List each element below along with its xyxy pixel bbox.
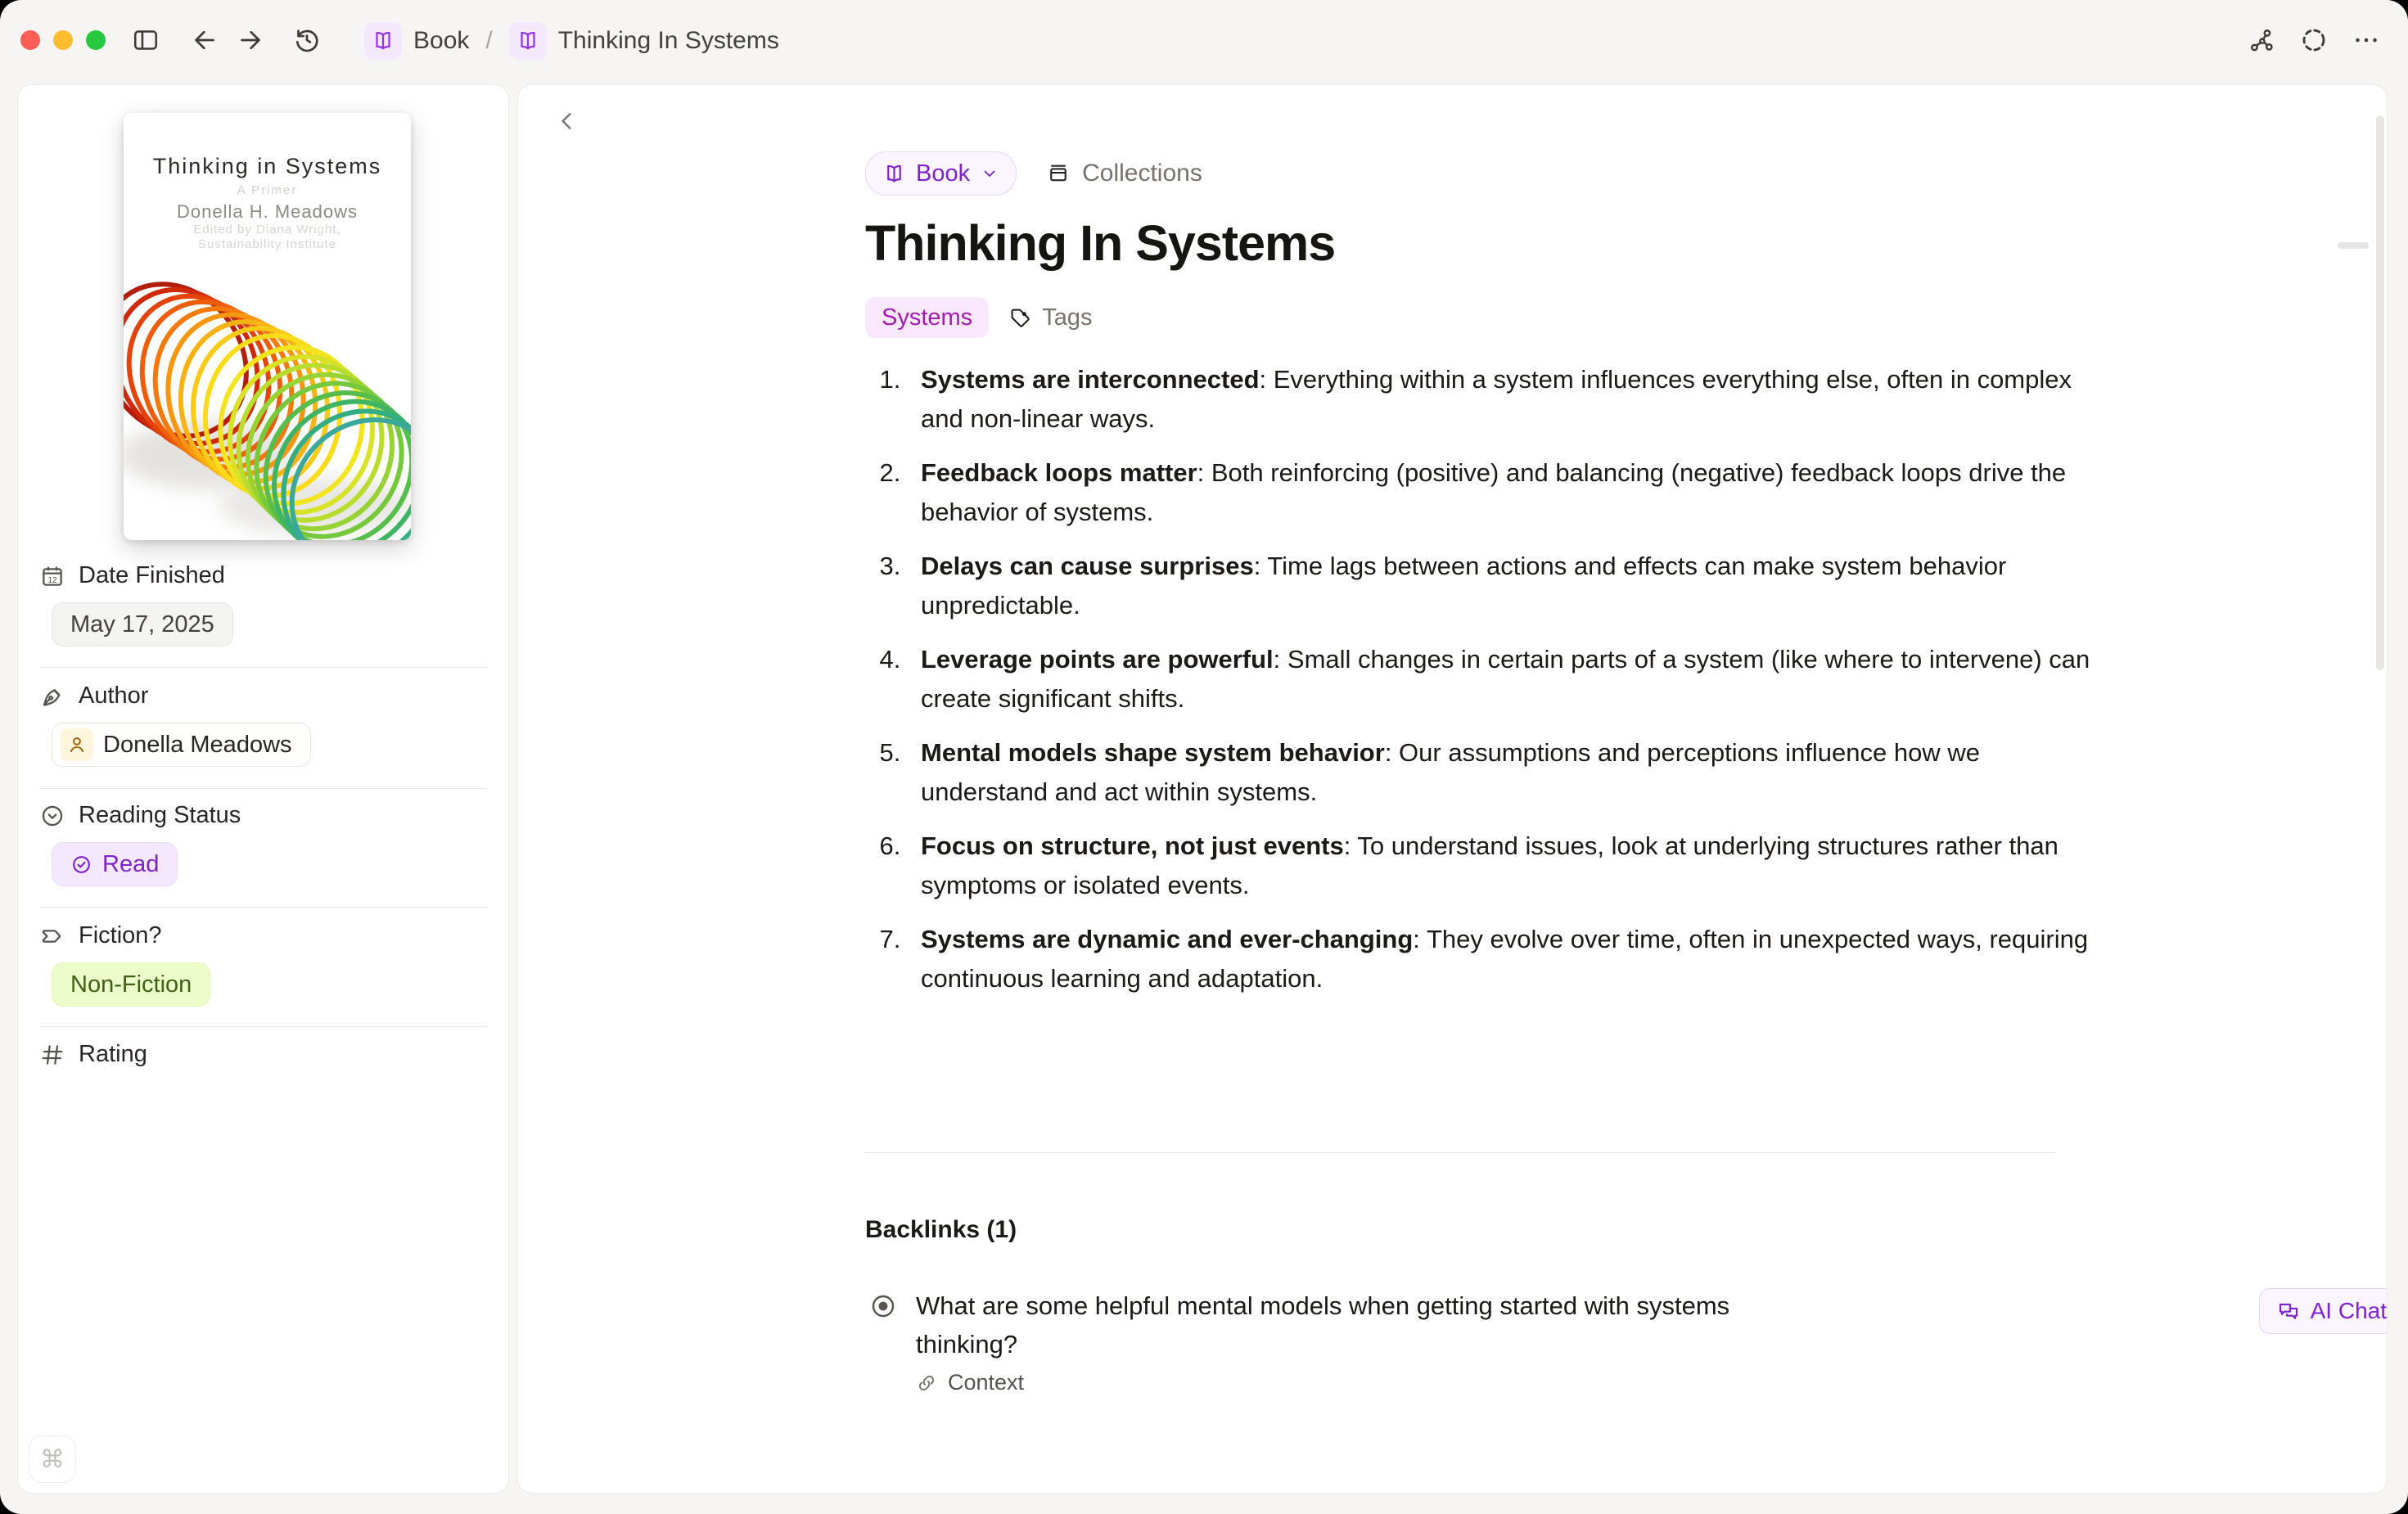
context-link[interactable]: Context (916, 1370, 1024, 1395)
main-panel (517, 84, 2388, 1494)
list-item: 7. Systems are dynamic and ever-changing: They evolve over time, often in unexpected ways, requiring continuous learning and adaptation. (908, 920, 2103, 998)
calendar-icon (39, 563, 65, 589)
breadcrumb-separator: / (485, 27, 493, 54)
person-icon (61, 728, 93, 761)
collections-icon (1046, 161, 1071, 186)
hash-icon (39, 1042, 65, 1068)
more-icon[interactable] (2349, 23, 2383, 57)
minimize-button[interactable] (53, 30, 73, 50)
titlebar (0, 0, 2408, 82)
field-label-date-finished: 12 Date Finished (39, 562, 225, 589)
panel-resize-handle[interactable] (2338, 242, 2369, 249)
field-label-rating: Rating (39, 1041, 147, 1068)
page-title[interactable]: Thinking In Systems (865, 215, 1336, 271)
divider (39, 907, 487, 908)
list-item: 3. Delays can cause surprises: Time lags between actions and effects can make system behavior unpredictable. (908, 547, 2103, 625)
breadcrumb (364, 20, 779, 62)
divider (39, 667, 487, 668)
divider (39, 1026, 487, 1027)
breadcrumb-label: Thinking In Systems (557, 27, 779, 54)
list-item: 1. Systems are interconnected: Everything within a system influences everything else, often in complex and non-linear ways. (908, 360, 2103, 439)
chevron-down-icon (980, 164, 999, 183)
check-circle-icon (70, 854, 92, 876)
sidebar-panel (17, 84, 509, 1494)
chevron-left-icon[interactable] (549, 103, 585, 139)
backlinks-header: Backlinks (1) (865, 1216, 1017, 1243)
cover-title: Thinking in Systems (152, 154, 382, 178)
backlink-item (865, 1286, 2388, 1363)
list-item: 2. Feedback loops matter: Both reinforcing (positive) and balancing (negative) feedback loops drive the behavior of systems. (908, 453, 2103, 532)
svg-text:12: 12 (47, 575, 57, 585)
status-circle-icon (39, 803, 65, 829)
type-pill-book[interactable]: Book (865, 151, 1017, 196)
field-label-author: Author (39, 683, 148, 710)
dashed-circle-icon[interactable] (2297, 23, 2331, 57)
field-label-reading-status: Reading Status (39, 802, 241, 829)
add-tags-button[interactable]: Tags (1008, 304, 1092, 331)
fiction-value[interactable]: Non-Fiction (52, 962, 210, 1007)
chat-bubbles-icon (2276, 1299, 2301, 1323)
object-header-row (865, 152, 1202, 195)
slinky-illustration (124, 236, 411, 540)
record-icon (868, 1291, 898, 1321)
book-cover (124, 113, 411, 540)
scrollbar-thumb[interactable] (2376, 115, 2384, 670)
book-icon (882, 162, 906, 186)
back-icon[interactable] (187, 23, 222, 57)
pen-nib-icon (39, 683, 65, 710)
divider (39, 788, 487, 789)
breadcrumb-item-page[interactable] (509, 22, 779, 60)
tags-row (865, 296, 1092, 339)
date-finished-value[interactable]: May 17, 2025 (52, 602, 233, 647)
cover-institute: Sustainability Institute (197, 237, 337, 251)
breadcrumb-label: Book (413, 27, 470, 54)
book-icon (364, 22, 402, 60)
list-item: 5. Mental models shape system behavior: Our assumptions and perceptions influence how we understand and act within systems. (908, 733, 2103, 812)
command-key-button[interactable] (29, 1435, 76, 1483)
command-icon: ⌘ (40, 1445, 65, 1473)
field-label-fiction: Fiction? (39, 922, 162, 949)
tag-systems[interactable]: Systems (865, 297, 989, 338)
tag-icon (1008, 306, 1032, 330)
content-divider (865, 1152, 2055, 1153)
list-item: 4. Leverage points are powerful: Small changes in certain parts of a system (like where to intervene) can create significant shifts. (908, 640, 2103, 719)
close-button[interactable] (20, 30, 40, 50)
reading-status-value[interactable]: Read (52, 842, 178, 886)
ai-chat-button[interactable]: AI Chat (2259, 1288, 2388, 1334)
breadcrumb-item-book[interactable] (364, 22, 469, 60)
book-icon (509, 22, 547, 60)
zoom-button[interactable] (86, 30, 106, 50)
backlink-title[interactable]: What are some helpful mental models when getting started with systems thinking? (916, 1291, 1730, 1359)
forward-icon[interactable] (233, 23, 268, 57)
cover-author: Donella H. Meadows (177, 201, 358, 222)
sidebar-toggle-icon[interactable] (129, 23, 163, 57)
history-icon[interactable] (290, 23, 324, 57)
cover-subtitle: A Primer (237, 183, 298, 197)
author-value[interactable]: Donella Meadows (52, 723, 311, 767)
key-points-list (865, 360, 2103, 1013)
graph-icon[interactable] (2244, 23, 2279, 57)
label-icon (39, 923, 65, 949)
cover-edited-by: Edited by Diana Wright, (193, 223, 341, 237)
collections-button[interactable]: Collections (1046, 160, 1202, 187)
list-item: 6. Focus on structure, not just events: To understand issues, look at underlying structures rather than symptoms or isolated events. (908, 827, 2103, 905)
link-icon (916, 1372, 937, 1394)
